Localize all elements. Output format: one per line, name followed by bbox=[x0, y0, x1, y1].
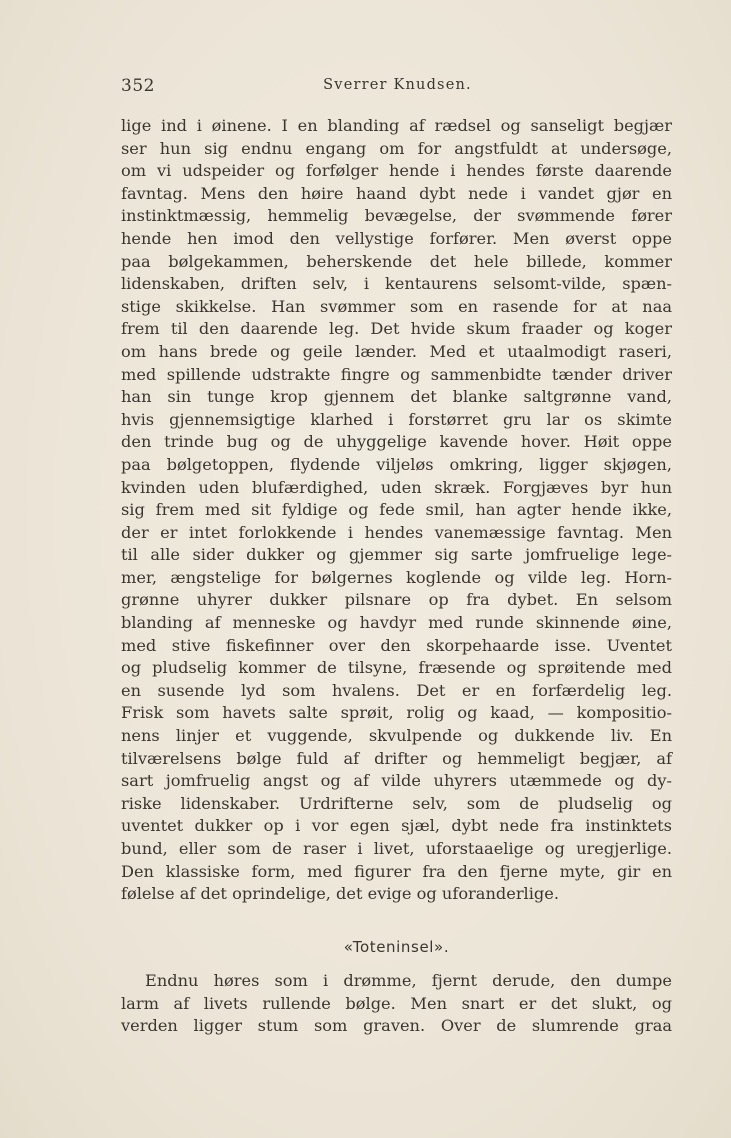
text-line: om vi udspeider og forfølger hende i hendes første daarende bbox=[121, 161, 672, 181]
running-head: Sverrer Knudsen. bbox=[323, 77, 472, 93]
text-line: om hans brede og geile lænder. Med et utaalmodigt raseri, bbox=[121, 341, 672, 361]
text-line: lige ind i øinene. I en blanding af rædsel og sanseligt begjær bbox=[121, 116, 672, 135]
text-line: blanding af menneske og havdyr med runde skinnende øine, bbox=[121, 613, 672, 633]
text-line: han sin tunge krop gjennem det blanke saltgrønne vand, bbox=[121, 387, 672, 407]
text-line: favntag. Mens den høire haand dybt nede i vandet gjør en bbox=[121, 183, 672, 203]
text-line: Frisk som havets salte sprøit, rolig og kaad, — kompositio- bbox=[121, 703, 672, 723]
text-line: frem til den daarende leg. Det hvide skum fraader og koger bbox=[121, 319, 672, 339]
text-line: paa bølgekammen, beherskende det hele billede, kommer bbox=[121, 251, 672, 271]
text-line: nens linjer et vuggende, skvulpende og dukkende liv. En bbox=[121, 726, 672, 746]
text-line: en susende lyd som hvalens. Det er en forfærdelig leg. bbox=[121, 680, 672, 700]
text-line: verden ligger stum som graven. Over de slumrende graa bbox=[121, 1016, 672, 1036]
text-line: paa bølgetoppen, flydende viljeløs omkring, ligger skjøgen, bbox=[121, 454, 672, 474]
text-line: sart jomfruelig angst og af vilde uhyrers utæmmede og dy- bbox=[121, 771, 672, 791]
text-line: riske lidenskaber. Urdrifterne selv, som de pludselig og bbox=[121, 793, 672, 813]
page-number: 352 bbox=[121, 76, 155, 96]
text-line: uventet dukker op i vor egen sjæl, dybt nede fra instinktets bbox=[121, 816, 672, 836]
text-line: Den klassiske form, med figurer fra den fjerne myte, gir en bbox=[121, 861, 672, 881]
paragraph-second bbox=[121, 970, 672, 1038]
text-line: ser hun sig endnu engang om for angstfuldt at undersøge, bbox=[121, 138, 672, 158]
text-line: der er intet forlokkende i hendes vanemæssige favntag. Men bbox=[121, 522, 672, 542]
text-line: stige skikkelse. Han svømmer som en rasende for at naa bbox=[121, 296, 672, 316]
text-line: instinktmæssig, hemmelig bevægelse, der svømmende fører bbox=[121, 206, 672, 226]
text-line: mer, ængstelige for bølgernes koglende og vilde leg. Horn- bbox=[121, 567, 672, 587]
text-line: den trinde bug og de uhyggelige kavende hover. Høit oppe bbox=[121, 432, 672, 452]
text-line: med stive fiskefinner over den skorpehaarde isse. Uventet bbox=[121, 635, 672, 655]
text-line: Endnu høres som i drømme, fjernt derude, den dumpe bbox=[145, 971, 672, 990]
text-line: og pludselig kommer de tilsyne, fræsende og sprøitende med bbox=[121, 658, 672, 678]
text-line: hvis gjennemsigtige klarhed i forstørret gru lar os skimte bbox=[121, 409, 672, 429]
text-line: larm af livets rullende bølge. Men snart er det slukt, og bbox=[121, 993, 672, 1013]
text-line: sig frem med sit fyldige og fede smil, han agter hende ikke, bbox=[121, 500, 672, 520]
text-line: lidenskaben, driften selv, i kentaurens selsomt-vilde, spæn- bbox=[121, 274, 672, 294]
text-line: hende hen imod den vellystige forfører. Men øverst oppe bbox=[121, 228, 672, 248]
page-header bbox=[121, 76, 674, 100]
text-line: bund, eller som de raser i livet, uforstaaelige og uregjerlige. bbox=[121, 839, 672, 858]
text-line: grønne uhyrer dukker pilsnare op fra dybet. En selsom bbox=[121, 590, 672, 610]
text-line: tilværelsens bølge fuld af drifter og hemmeligt begjær, af bbox=[121, 748, 672, 768]
paragraph-main bbox=[121, 115, 672, 906]
text-line: med spillende udstrakte fingre og sammenbidte tænder driver bbox=[121, 364, 672, 384]
text-line: til alle sider dukker og gjemmer sig sarte jomfruelige lege- bbox=[121, 545, 672, 565]
section-title: «Toteninsel». bbox=[343, 938, 450, 956]
text-line: kvinden uden blufærdighed, uden skræk. Forgjæves byr hun bbox=[121, 477, 672, 497]
text-line: følelse af det oprindelige, det evige og uforanderlige. bbox=[121, 884, 559, 904]
